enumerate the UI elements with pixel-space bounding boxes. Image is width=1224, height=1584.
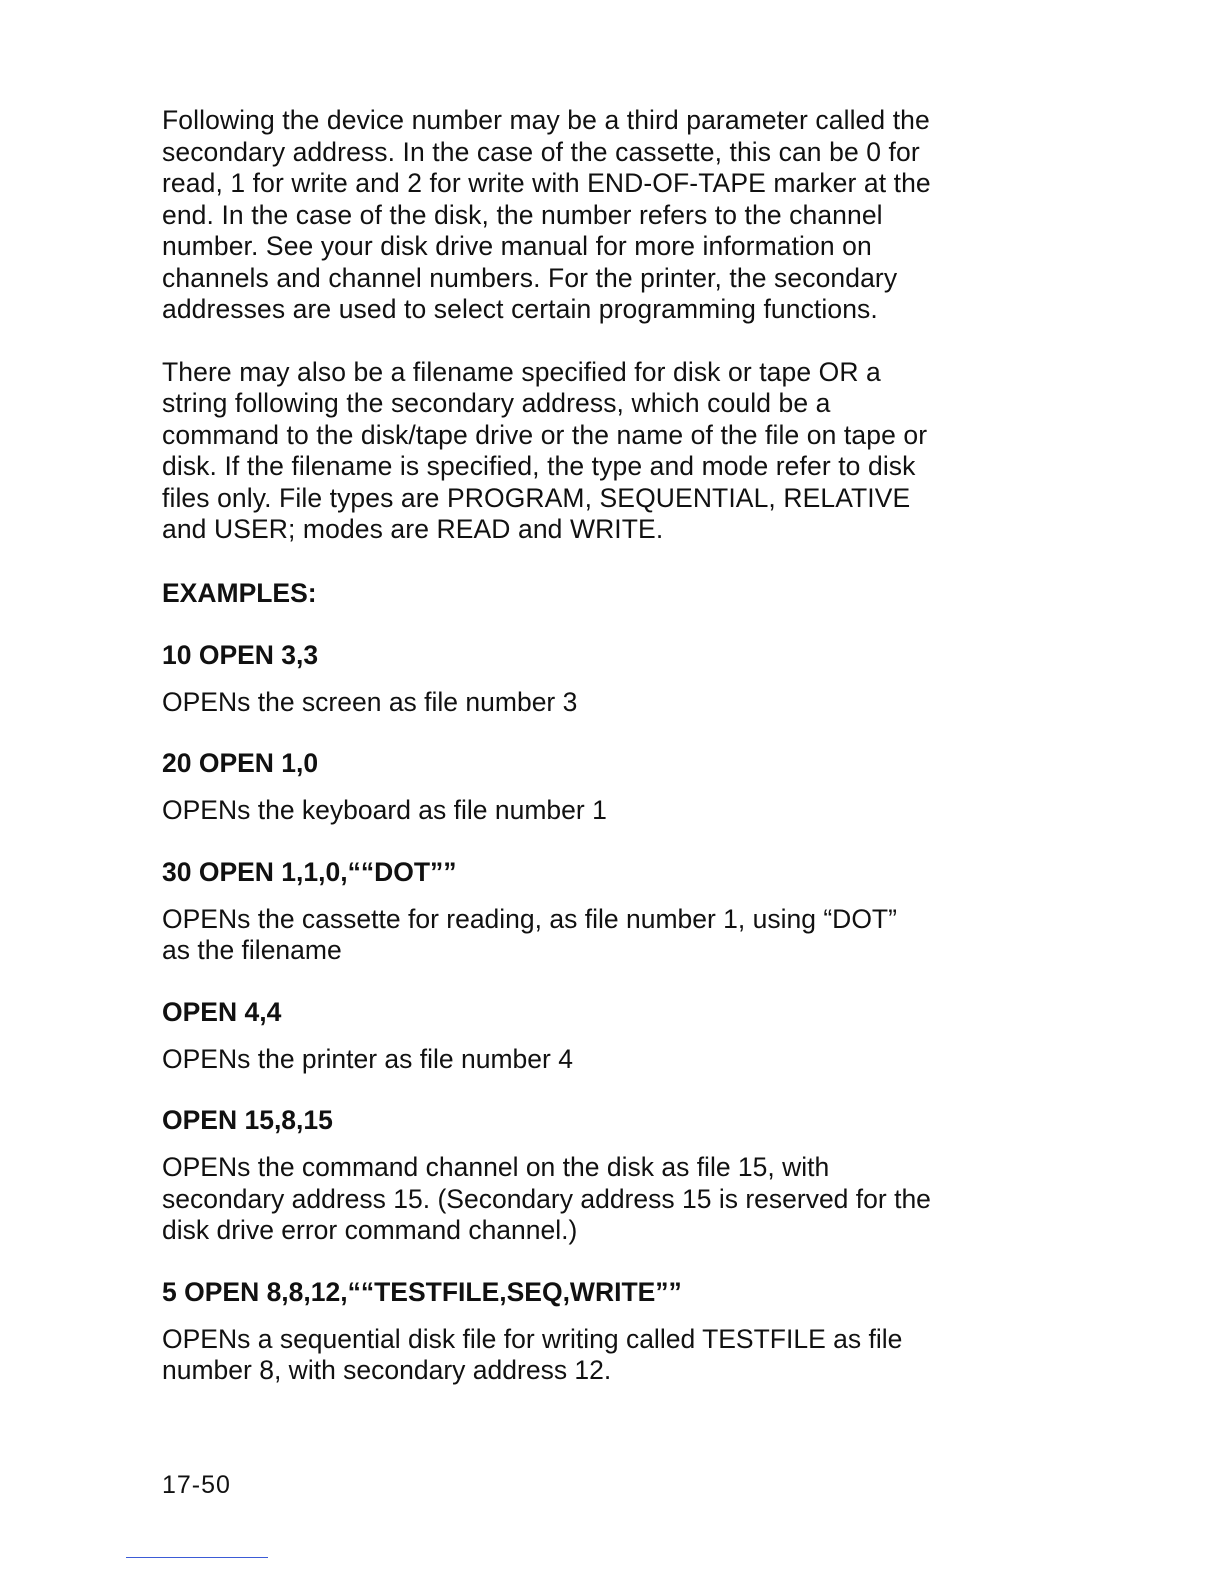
text-line: OPENs the cassette for reading, as file number 1, using “DOT” xyxy=(162,903,897,934)
example-code: 30 OPEN 1,1,0,““DOT”” xyxy=(162,856,457,887)
text-line: OPENs a sequential disk file for writing called TESTFILE as file xyxy=(162,1323,903,1354)
example-open-screen xyxy=(162,640,1022,719)
text-line: OPENs the screen as file number 3 xyxy=(162,686,578,717)
text-line: number 8, with secondary address 12. xyxy=(162,1355,612,1385)
bottom-rule xyxy=(126,1557,268,1558)
example-open-sequential-file xyxy=(162,1277,1022,1387)
example-code: OPEN 4,4 xyxy=(162,996,282,1027)
example-open-printer xyxy=(162,997,1022,1076)
example-open-cassette xyxy=(162,857,1022,967)
text-line: as the filename xyxy=(162,935,342,965)
example-description xyxy=(162,904,1022,967)
example-open-command-channel xyxy=(162,1105,1022,1247)
text-line: read, 1 for write and 2 for write with END-OF-TAPE marker at the xyxy=(162,168,931,198)
text-line: secondary address. In the case of the cassette, this can be 0 for xyxy=(162,136,920,167)
text-line: end. In the case of the disk, the number refers to the channel xyxy=(162,199,883,230)
document-page xyxy=(162,105,1022,1417)
text-line: OPENs the keyboard as file number 1 xyxy=(162,795,607,825)
page-number: 17-50 xyxy=(162,1471,231,1499)
example-code: 5 OPEN 8,8,12,““TESTFILE,SEQ,WRITE”” xyxy=(162,1276,682,1307)
example-code: OPEN 15,8,15 xyxy=(162,1105,333,1135)
text-line: disk. If the filename is specified, the type and mode refer to disk xyxy=(162,451,916,481)
text-line: addresses are used to select certain programming functions. xyxy=(162,294,878,324)
text-line: string following the secondary address, which could be a xyxy=(162,388,831,418)
text-line: OPENs the printer as file number 4 xyxy=(162,1043,573,1074)
example-description xyxy=(162,795,1022,827)
example-code: 10 OPEN 3,3 xyxy=(162,639,319,670)
text-line: disk drive error command channel.) xyxy=(162,1215,578,1245)
example-description xyxy=(162,1044,1022,1076)
text-line: and USER; modes are READ and WRITE. xyxy=(162,514,664,544)
example-description xyxy=(162,1152,1022,1247)
intro-paragraph-filename xyxy=(162,357,1022,546)
text-line: Following the device number may be a third parameter called the xyxy=(162,105,930,135)
example-code: 20 OPEN 1,0 xyxy=(162,748,319,778)
text-line: There may also be a filename specified for disk or tape OR a xyxy=(162,356,881,387)
text-line: command to the disk/tape drive or the name of the file on tape or xyxy=(162,419,928,450)
text-line: secondary address 15. (Secondary address 15 is reserved for the xyxy=(162,1183,931,1214)
intro-paragraph-secondary-address xyxy=(162,105,1022,326)
examples-heading: EXAMPLES: xyxy=(162,577,317,608)
text-line: number. See your disk drive manual for more information on xyxy=(162,231,872,261)
text-line: OPENs the command channel on the disk as file 15, with xyxy=(162,1152,830,1182)
example-open-keyboard xyxy=(162,748,1022,827)
example-description xyxy=(162,1324,1022,1387)
text-line: channels and channel numbers. For the printer, the secondary xyxy=(162,262,898,293)
example-description xyxy=(162,687,1022,719)
text-line: files only. File types are PROGRAM, SEQUENTIAL, RELATIVE xyxy=(162,482,911,513)
